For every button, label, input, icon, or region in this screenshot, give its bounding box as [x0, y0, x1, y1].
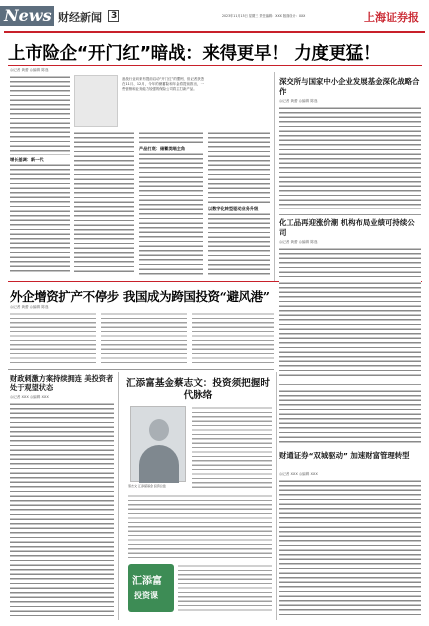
- masthead: [0, 0, 429, 33]
- masthead-logo: News: [4, 6, 52, 25]
- ad-block: [122, 372, 274, 620]
- lead-body-col3: [139, 131, 203, 143]
- right-bottom-divider: [276, 372, 277, 620]
- page-number-box: [108, 10, 119, 22]
- ad-brand-sub: 投资课: [134, 591, 158, 600]
- feature-body-col1: [10, 312, 96, 364]
- right-mid-rule: [279, 214, 421, 215]
- lead-subhead-3: 以数字化转型驱动业务升级: [208, 206, 259, 211]
- paper-name: 上海证券报: [364, 11, 419, 24]
- right-bottom-rule: [279, 384, 421, 385]
- ad-body-col2: [128, 494, 272, 558]
- ad-brand-block: [128, 564, 174, 612]
- left-bottom-body: [10, 402, 114, 616]
- lower-rule: [8, 369, 274, 370]
- right-top-title: 深交所与国家中小企业发展基金深化战略合作: [279, 77, 420, 96]
- lead-image-placeholder: [74, 75, 118, 127]
- lead-byline: ◎记者 黄蕾 ◎编辑 陈逸: [10, 68, 49, 72]
- lead-summary: 备战行业向来有提前启动“开门红”的惯例，但记者获悉在11月、12月，今年的储蓄险和年金将提前推出，一些营销和业务能力较强的保险公司将主打新产品。: [122, 77, 204, 92]
- ad-body-col1: [192, 406, 272, 490]
- right-top-byline: ◎记者 黄蕾 ◎编辑 陈逸: [279, 99, 318, 103]
- right-top-body: [279, 106, 421, 209]
- lead-headline: 上市险企“开门红”暗战：来得更早！ 力度更猛！: [8, 44, 381, 64]
- left-bottom-byline: ◎记者 XXX ◎编辑 XXX: [10, 395, 49, 399]
- feature-body-col3: [192, 312, 274, 364]
- lead-body-col1b: [10, 163, 70, 275]
- lead-subhead-1: 增长基调：新一代: [10, 157, 44, 162]
- lead-body-col4b: [208, 212, 270, 275]
- lead-right-divider: [274, 72, 275, 282]
- right-bottom-body: [279, 479, 421, 616]
- right-mid-title: 化工品再迎涨价潮 机构布局业绩可持续公司: [279, 218, 415, 237]
- ad-portrait-box: [130, 406, 186, 482]
- lead-body-col2: [74, 131, 134, 275]
- feature-byline: ◎记者 黄蕾 ◎编辑 陈逸: [10, 305, 49, 309]
- masthead-logo-block: [0, 6, 54, 26]
- lead-headline-rule: [8, 65, 422, 66]
- lead-body-col4: [208, 131, 270, 203]
- ad-portrait-caption: 蔡志文 汇添富基金 投资总监: [128, 484, 166, 488]
- lead-body-col3b: [139, 152, 203, 275]
- feature-headline: 外企增资扩产不停步 我国成为跨国投资“避风港”: [10, 289, 270, 304]
- masthead-rule: [4, 31, 425, 33]
- ad-body-col3: [178, 564, 272, 612]
- lead-body-col1: [10, 75, 70, 155]
- portrait-head-icon: [149, 419, 169, 441]
- right-bottom-title: 财通证券“双城驱动” 加速财富管理转型: [279, 451, 410, 460]
- portrait-body-icon: [139, 445, 179, 483]
- lead-subhead-2: 产品打底：储蓄类唱主角: [139, 146, 186, 151]
- date-line: 2023年11月15日 星期三 责任编辑：XXX 版面设计：XXX: [222, 14, 306, 18]
- ad-title: 汇添富基金蔡志文：投资须把握时代脉络: [126, 378, 270, 401]
- right-mid-body: [279, 247, 421, 277]
- masthead-section: 财经新闻: [58, 11, 102, 24]
- feature-body-col2: [101, 312, 187, 364]
- lead-summary-box: [74, 75, 204, 127]
- right-mid-byline: ◎记者 黄蕾 ◎编辑 陈逸: [279, 240, 318, 244]
- right-bottom-byline: ◎记者 XXX ◎编辑 XXX: [279, 472, 318, 476]
- left-bottom-title: 财政刺激方案持续拥连 美投资者处于观望状态: [10, 374, 114, 393]
- ad-left-divider: [118, 372, 119, 620]
- right-mid-body-cont: [279, 281, 421, 379]
- right-mid-body-cont2: [279, 389, 421, 445]
- ad-brand: 汇添富: [132, 576, 162, 587]
- page-number: 3: [111, 11, 118, 21]
